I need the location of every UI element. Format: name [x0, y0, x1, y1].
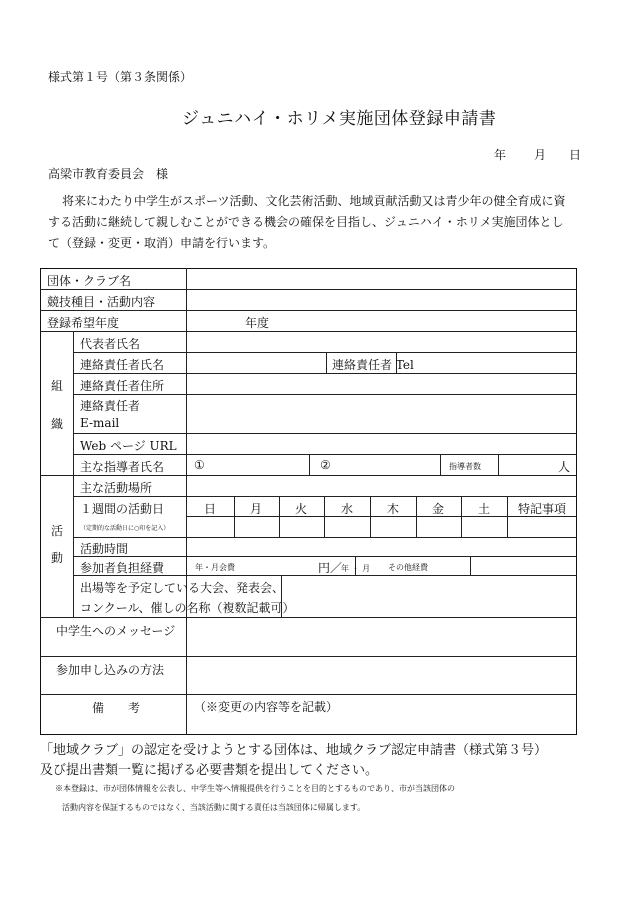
intro-line-3: て（登録・変更・取消）申請を行います。	[48, 236, 276, 250]
label-act-time: 活動時間	[80, 542, 129, 556]
date-month: 月	[534, 148, 547, 162]
label-reg-year: 登録希望年度	[47, 316, 120, 330]
col-line	[370, 496, 371, 537]
table-border-top	[40, 268, 577, 269]
date-day: 日	[569, 148, 582, 162]
label-weekly-note: （定期的な活動日に○印を記入）	[80, 525, 170, 532]
col-line	[279, 496, 280, 537]
col-line	[440, 454, 441, 475]
table-border-bottom	[40, 734, 577, 735]
row-line	[73, 352, 577, 353]
row-line	[40, 310, 577, 311]
row-line	[40, 656, 577, 657]
label-fee-annual: 年・月会費	[195, 563, 235, 572]
col-line	[186, 268, 187, 735]
day-sat: 土	[478, 502, 491, 516]
intro-line-2: する活動に継続して親しむことができる機会の確保を目指し、ジュニハイ・ホリメ実施団体とし	[48, 215, 564, 229]
label-events-2: コンクール、催しの名称（複数記載可）	[80, 601, 295, 615]
label-main-place: 主な活動場所	[80, 481, 153, 495]
col-line	[73, 331, 74, 617]
row-line	[40, 331, 577, 332]
label-apply-method: 参加申し込みの方法	[56, 663, 165, 677]
footer-small-1: ※本登録は、市が団体情報を公表し、中学生等へ情報提供を行うことを目的とするものであり、市が当該団体の	[55, 784, 455, 793]
table-border-right	[576, 268, 577, 735]
label-special-notes: 特記事項	[518, 502, 567, 516]
row-line	[73, 373, 577, 374]
col-line	[461, 496, 462, 537]
intro-line-1: 将来にわたり中学生がスポーツ活動、文化芸術活動、地域貢献活動又は青少年の健全育成に資	[62, 194, 566, 208]
label-contact-name: 連絡責任者氏名	[80, 358, 165, 372]
day-tue: 火	[295, 502, 308, 516]
label-contact-tel: 連絡責任者 Tel	[332, 358, 414, 372]
row-line	[73, 556, 577, 557]
label-message: 中学生へのメッセージ	[56, 624, 176, 638]
reg-year-suffix: 年度	[245, 316, 270, 330]
label-fee: 参加者負担経費	[80, 561, 165, 575]
day-wed: 水	[341, 502, 354, 516]
row-line	[73, 537, 577, 538]
label-org-group-2: 織	[51, 417, 64, 431]
label-act-group-2: 動	[51, 551, 64, 565]
label-instructor-count: 指導者数	[449, 462, 481, 471]
fee-year-month: 年 ・ 月	[341, 564, 371, 573]
col-line	[324, 496, 325, 537]
label-group-name: 団体・クラブ名	[47, 274, 132, 288]
fee-yen-per: 円／	[318, 561, 343, 575]
row-line	[40, 617, 577, 618]
col-line	[309, 454, 310, 475]
row-line	[73, 454, 577, 455]
col-line	[326, 352, 327, 373]
day-thu: 木	[387, 502, 400, 516]
label-contact-person: 連絡責任者	[80, 399, 141, 413]
col-line	[416, 496, 417, 537]
row-line	[40, 694, 577, 695]
row-line	[73, 496, 577, 497]
label-fee-other: その他経費	[388, 563, 428, 572]
row-line	[73, 433, 577, 434]
label-remarks: 備 考	[92, 701, 141, 715]
remarks-note: （※変更の内容等を記載）	[194, 700, 339, 714]
date-year: 年	[494, 148, 507, 162]
row-line	[73, 394, 577, 395]
label-webpage: Web ページ URL	[80, 439, 177, 453]
instructor-1-marker: ①	[194, 458, 205, 472]
page-title: ジュニハイ・ホリメ実施団体登録申請書	[182, 109, 497, 129]
label-act-group-1: 活	[51, 524, 64, 538]
footer-note-2: 及び提出書類一覧に掲げる必要書類を提出してください。	[40, 763, 379, 778]
col-line	[507, 496, 508, 537]
label-event-content: 競技種目・活動内容	[47, 295, 156, 309]
label-instructor: 主な指導者氏名	[80, 460, 165, 474]
col-line	[470, 556, 471, 575]
row-line	[40, 475, 577, 476]
addressee: 高梁市教育委員会 様	[48, 167, 169, 181]
label-events-1: 出場等を予定している大会、発表会、	[80, 581, 285, 595]
label-rep-name: 代表者氏名	[80, 337, 141, 351]
label-org-group-1: 組	[51, 379, 64, 393]
day-sun: 日	[204, 502, 217, 516]
label-email: E-mail	[80, 416, 120, 430]
table-border-left	[40, 268, 41, 735]
instructor-unit: 人	[558, 460, 571, 474]
col-line	[234, 496, 235, 537]
label-contact-address: 連絡責任者住所	[80, 379, 165, 393]
footer-note-1: 「地域クラブ」の認定を受けようとする団体は、地域クラブ認定申請書（様式第３号）	[40, 743, 548, 758]
day-fri: 金	[432, 502, 445, 516]
label-weekly-days: １週間の活動日	[80, 502, 165, 516]
row-line	[40, 289, 577, 290]
instructor-2-marker: ②	[320, 458, 331, 472]
day-mon: 月	[250, 502, 263, 516]
footer-small-2: 活動内容を保証するものではなく、当該活動に関する責任は当該団体に帰属します。	[62, 803, 366, 812]
form-number: 様式第１号（第３条関係）	[48, 70, 193, 84]
col-line	[498, 454, 499, 475]
